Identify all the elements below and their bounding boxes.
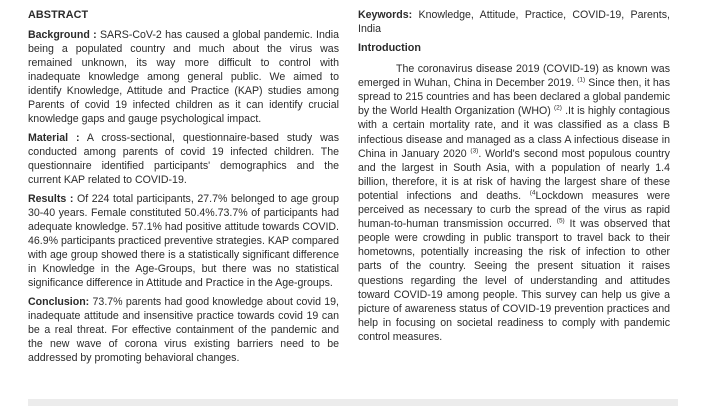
intro-text-3: .It is highly contagious with a certain mortality rate, and it was classified as a class B infectious disease and managed as a class A infectious disease in China in January 2020 (358, 105, 670, 160)
introduction-body (358, 62, 670, 344)
intro-text-5: Lockdown measures were perceived as necessary to curb the spread of the virus as rapid human-to-human transmission occurred. (358, 189, 670, 231)
page-bottom-divider (28, 399, 678, 406)
abstract-material (28, 131, 339, 187)
citation-2: (2) (553, 104, 562, 112)
results-label: Results : (28, 193, 74, 205)
citation-3: (3) (470, 147, 479, 155)
intro-text-6: It was observed that people were crowding in public transport to travel back to their hometowns, potentially increasing the risk of infection to other parts of the country. Seeing the present situation it raises questions regarding the level of understanding and attitudes toward COVID-19 among people. This survey can help us give a picture of awareness status of COVID-19 prevention practices and help in focusing on societal readiness to comply with pandemic control measures. (358, 218, 671, 343)
citation-5: (5) (556, 217, 565, 225)
introduction-column (358, 8, 670, 344)
background-label: Background : (28, 29, 97, 41)
citation-4: (4 (529, 189, 536, 197)
material-text: A cross-sectional, questionnaire-based study was conducted among parents of covid 19 infected children. The questionnaire identified participants' demographics and the current KAP related to COVID-19. (28, 132, 339, 186)
abstract-conclusion (28, 295, 339, 365)
abstract-background (28, 28, 339, 126)
intro-text-2: Since then, it has spread to 215 countries and has been declared a global pandemic by the World Health Organization (WHO) (358, 77, 670, 118)
keywords (358, 8, 670, 36)
conclusion-label: Conclusion: (28, 296, 90, 308)
keywords-label: Keywords: (358, 9, 413, 21)
citation-1: (1) (577, 76, 586, 84)
intro-text-4: . World's second most populous country and the largest in South Asia, with a population of nearly 1.4 billion, therefore, it is at risk of having the largest share of these potential infections and deaths. (358, 147, 670, 202)
material-label: Material : (28, 132, 80, 144)
abstract-heading: ABSTRACT (28, 9, 89, 21)
intro-text-1: The coronavirus disease 2019 (COVID-19) as known was emerged in Wuhan, China in December 2019. (358, 63, 670, 90)
abstract-column (28, 8, 339, 370)
keywords-text: Knowledge, Attitude, Practice, COVID-19, Parents, India (358, 9, 670, 35)
results-text: Of 224 total participants, 27.7% belonged to age group 30-40 years. Female constituted 50.4%.73.7% of participants had adequate knowledge. 57.1% had positive attitude towards COVID. 46.9% participants practiced preventive strategies. KAP compared with age group showed there is a statistically significant difference in Knowledge in the Age-Groups, but there was no statistical significance difference in Attitude and Practice in the Age-groups. (28, 193, 339, 289)
abstract-results (28, 192, 339, 290)
introduction-heading: Introduction (358, 42, 421, 54)
conclusion-text: 73.7% parents had good knowledge about covid 19, inadequate attitude and insensitive practice towards covid 19 can be a real threat. For effective containment of the pandemic and the new wave of corona virus existing barriers need to be addressed by promoting behavioral changes. (28, 296, 339, 364)
background-text: SARS-CoV-2 has caused a global pandemic. India being a populated country and much about the virus was remained unknown, its way more difficult to control with inadequate knowledge among general public. We aimed to identify Knowledge, Attitude and Practice (KAP) studies among Parents of covid 19 infected children as it can identify crucial knowledge gaps and gauge psychological impact. (28, 29, 339, 125)
